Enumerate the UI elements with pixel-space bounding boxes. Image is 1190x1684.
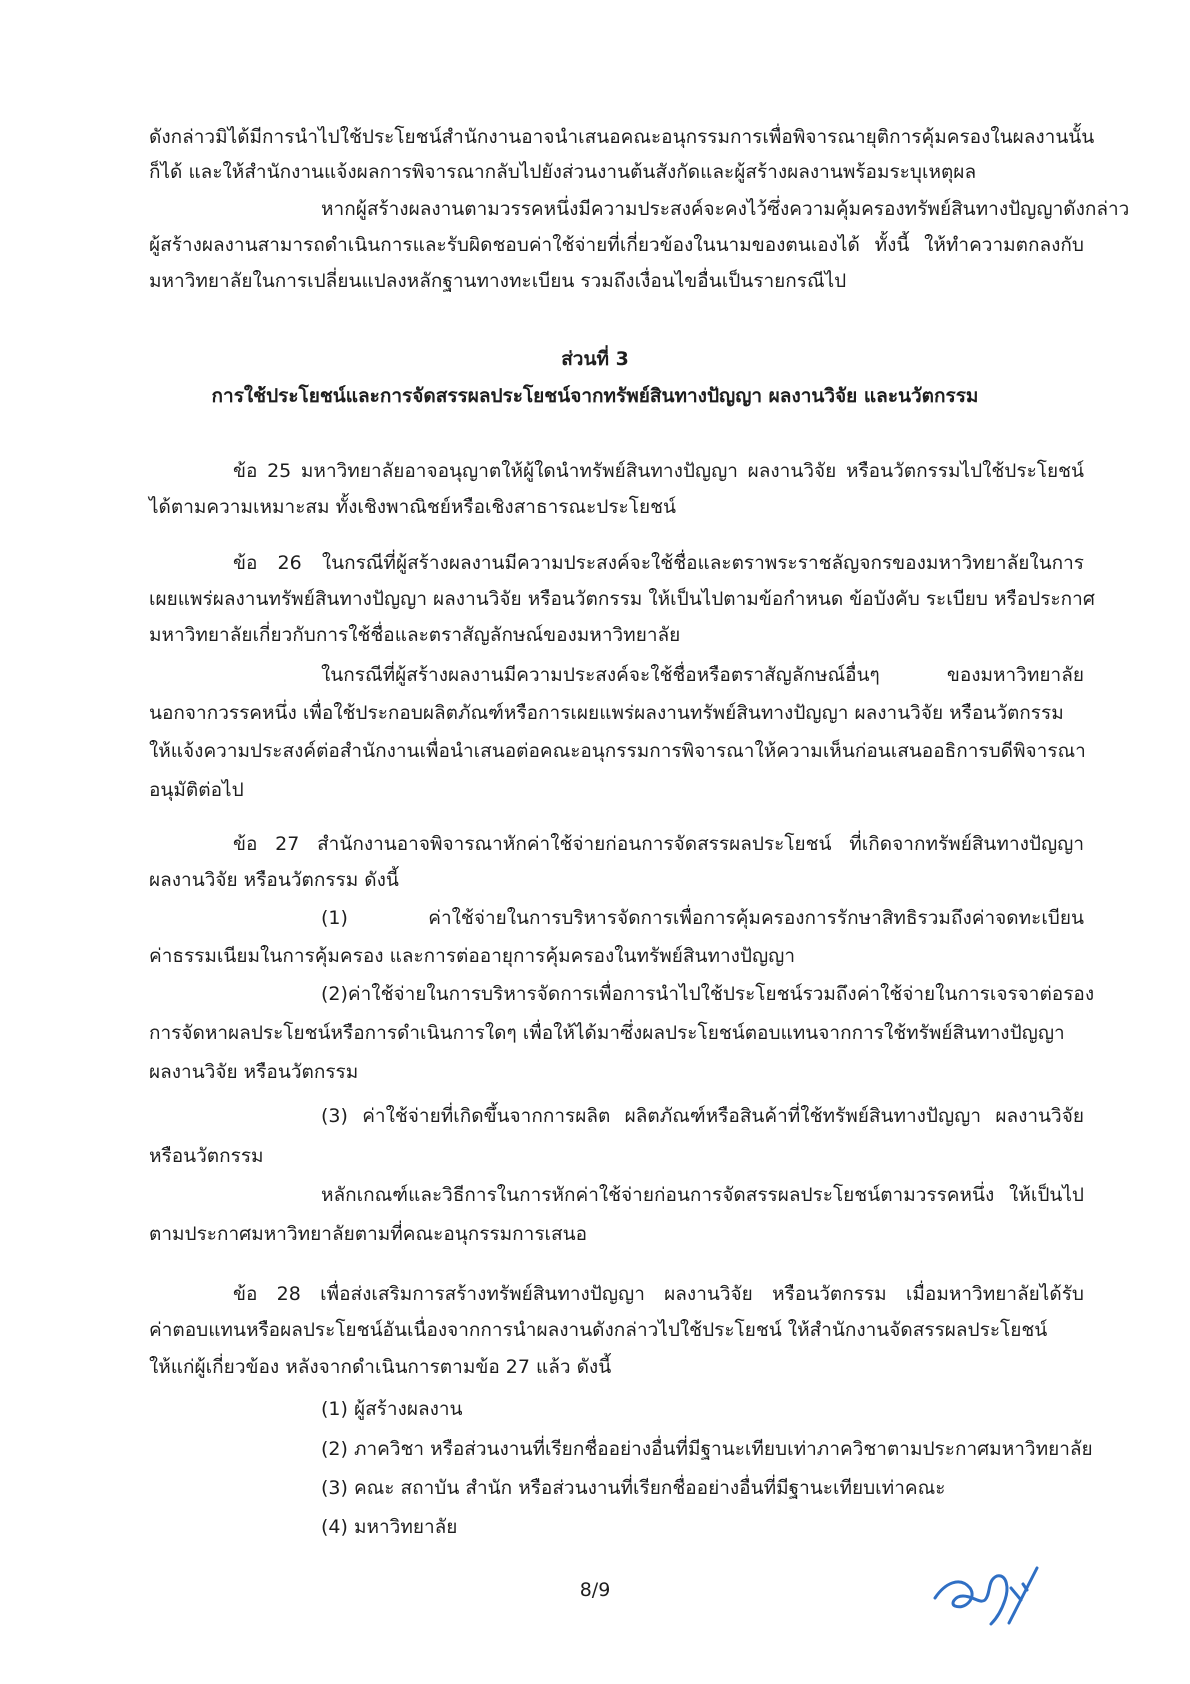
article-26-line-7: อนุมัติต่อไป [149, 779, 244, 801]
intro-line-4: ผู้สร้างผลงานสามารถดำเนินการและรับผิดชอบค่าใช้จ่ายที่เกี่ยวข้องในนามของตนเองได้ ทั้งนี้ ให้ทำความตกลงกับ [149, 234, 1084, 256]
article-26-line-4: ในกรณีที่ผู้สร้างผลงานมีความประสงค์จะใช้ชื่อหรือตราสัญลักษณ์อื่นๆ ของมหาวิทยาลัย [321, 664, 1084, 686]
intro-line-3: หากผู้สร้างผลงานตามวรรคหนึ่งมีความประสงค์จะคงไว้ซึ่งความคุ้มครองทรัพย์สินทางปัญญาดังกล่าว [321, 198, 1130, 220]
page-number: 8/9 [579, 1579, 611, 1601]
article-27-line-2: ผลงานวิจัย หรือนวัตกรรม ดังนี้ [149, 869, 399, 891]
article-26-line-1: ข้อ 26 ในกรณีที่ผู้สร้างผลงานมีความประสงค์จะใช้ชื่อและตราพระราชลัญจกรของมหาวิทยาลัยในการ [233, 552, 1084, 574]
article-26-line-2: เผยแพร่ผลงานทรัพย์สินทางปัญญา ผลงานวิจัย หรือนวัตกรรม ให้เป็นไปตามข้อกำหนด ข้อบังคับ ระเบียบ หรือประกาศ [149, 588, 1095, 610]
article-27-item-3-line-1: (3) ค่าใช้จ่ายที่เกิดขึ้นจากการผลิต ผลิตภัณฑ์หรือสินค้าที่ใช้ทรัพย์สินทางปัญญา ผลงานวิจัย [321, 1105, 1084, 1127]
article-27-item-2-line-3: ผลงานวิจัย หรือนวัตกรรม [149, 1061, 359, 1083]
article-27-item-1-line-1: (1) ค่าใช้จ่ายในการบริหารจัดการเพื่อการคุ้มครองการรักษาสิทธิรวมถึงค่าจดทะเบียน [321, 907, 1084, 929]
article-27-item-2-line-2: การจัดหาผลประโยชน์หรือการดำเนินการใดๆ เพื่อให้ได้มาซึ่งผลประโยชน์ตอบแทนจากการใช้ทรัพย์สินทางปัญญา [149, 1022, 1065, 1044]
article-28-line-1: ข้อ 28 เพื่อส่งเสริมการสร้างทรัพย์สินทางปัญญา ผลงานวิจัย หรือนวัตกรรม เมื่อมหาวิทยาลัยได้รับ [233, 1283, 1084, 1305]
article-26-line-3: มหาวิทยาลัยเกี่ยวกับการใช้ชื่อและตราสัญลักษณ์ของมหาวิทยาลัย [149, 624, 681, 646]
article-27-closing-line-2: ตามประกาศมหาวิทยาลัยตามที่คณะอนุกรรมการเสนอ [149, 1223, 588, 1245]
article-28-line-2: ค่าตอบแทนหรือผลประโยชน์อันเนื่องจากการนำผลงานดังกล่าวไปใช้ประโยชน์ ให้สำนักงานจัดสรรผลประโยชน์ [149, 1319, 1048, 1341]
article-27-item-2-line-1: (2) ค่าใช้จ่ายในการบริหารจัดการเพื่อการนำไปใช้ประโยชน์รวมถึงค่าใช้จ่ายในการเจรจาต่อรอง [321, 983, 1095, 1005]
signature-stroke [935, 1576, 1007, 1624]
section-subtitle: การใช้ประโยชน์และการจัดสรรผลประโยชน์จากทรัพย์สินทางปัญญา ผลงานวิจัย และนวัตกรรม [211, 385, 979, 407]
section-title: ส่วนที่ 3 [561, 348, 629, 370]
article-28-item-2: (2) ภาควิชา หรือส่วนงานที่เรียกชื่ออย่างอื่นที่มีฐานะเทียบเท่าภาควิชาตามประกาศมหาวิทยาลัย [321, 1438, 1093, 1460]
intro-line-1: ดังกล่าว มิได้มีการนำไปใช้ประโยชน์ สำนักงานอาจนำเสนอคณะอนุกรรมการเพื่อพิจารณายุติการคุ้มครองในผลงานนั้น [149, 126, 1095, 148]
signature-mark [925, 1528, 1055, 1638]
article-27-closing-line-1: หลักเกณฑ์และวิธีการในการหักค่าใช้จ่ายก่อนการจัดสรรผลประโยชน์ตามวรรคหนึ่ง ให้เป็นไป [321, 1184, 1084, 1206]
article-26-line-6: ให้แจ้งความประสงค์ต่อสำนักงานเพื่อนำเสนอต่อคณะอนุกรรมการพิจารณาให้ความเห็นก่อนเสนออธิการบดีพิจารณา [149, 740, 1086, 762]
article-25-line-1: ข้อ 25 มหาวิทยาลัยอาจอนุญาตให้ผู้ใดนำทรัพย์สินทางปัญญา ผลงานวิจัย หรือนวัตกรรมไปใช้ประโยชน์ [233, 460, 1084, 482]
article-26-line-5: นอกจากวรรคหนึ่ง เพื่อใช้ประกอบผลิตภัณฑ์หรือการเผยแพร่ผลงานทรัพย์สินทางปัญญา ผลงานวิจัย หรือนวัตกรรม [149, 702, 1064, 724]
article-28-item-1: (1) ผู้สร้างผลงาน [321, 1398, 463, 1420]
article-28-item-3: (3) คณะ สถาบัน สำนัก หรือส่วนงานที่เรียกชื่ออย่างอื่นที่มีฐานะเทียบเท่าคณะ [321, 1477, 946, 1499]
article-27-item-3-line-2: หรือนวัตกรรม [149, 1145, 264, 1167]
intro-line-5: มหาวิทยาลัยในการเปลี่ยนแปลงหลักฐานทางทะเบียน รวมถึงเงื่อนไขอื่นเป็นรายกรณีไป [149, 270, 847, 292]
article-28-item-4: (4) มหาวิทยาลัย [321, 1516, 458, 1538]
article-25-line-2: ได้ตามความเหมาะสม ทั้งเชิงพาณิชย์หรือเชิงสาธารณะประโยชน์ [149, 496, 676, 518]
article-27-item-1-line-2: ค่าธรรมเนียมในการคุ้มครอง และการต่ออายุการคุ้มครองในทรัพย์สินทางปัญญา [149, 945, 796, 967]
intro-line-2: ก็ได้ และให้สำนักงานแจ้งผลการพิจารณากลับไปยังส่วนงานต้นสังกัดและผู้สร้างผลงานพร้อมระบุเหตุผล [149, 161, 977, 183]
article-28-line-3: ให้แก่ผู้เกี่ยวข้อง หลังจากดำเนินการตามข้อ 27 แล้ว ดังนี้ [149, 1356, 612, 1378]
signature-stroke [1009, 1568, 1037, 1623]
article-27-line-1: ข้อ 27 สำนักงานอาจพิจารณาหักค่าใช้จ่ายก่อนการจัดสรรผลประโยชน์ ที่เกิดจากทรัพย์สินทางปัญญา [233, 833, 1084, 855]
